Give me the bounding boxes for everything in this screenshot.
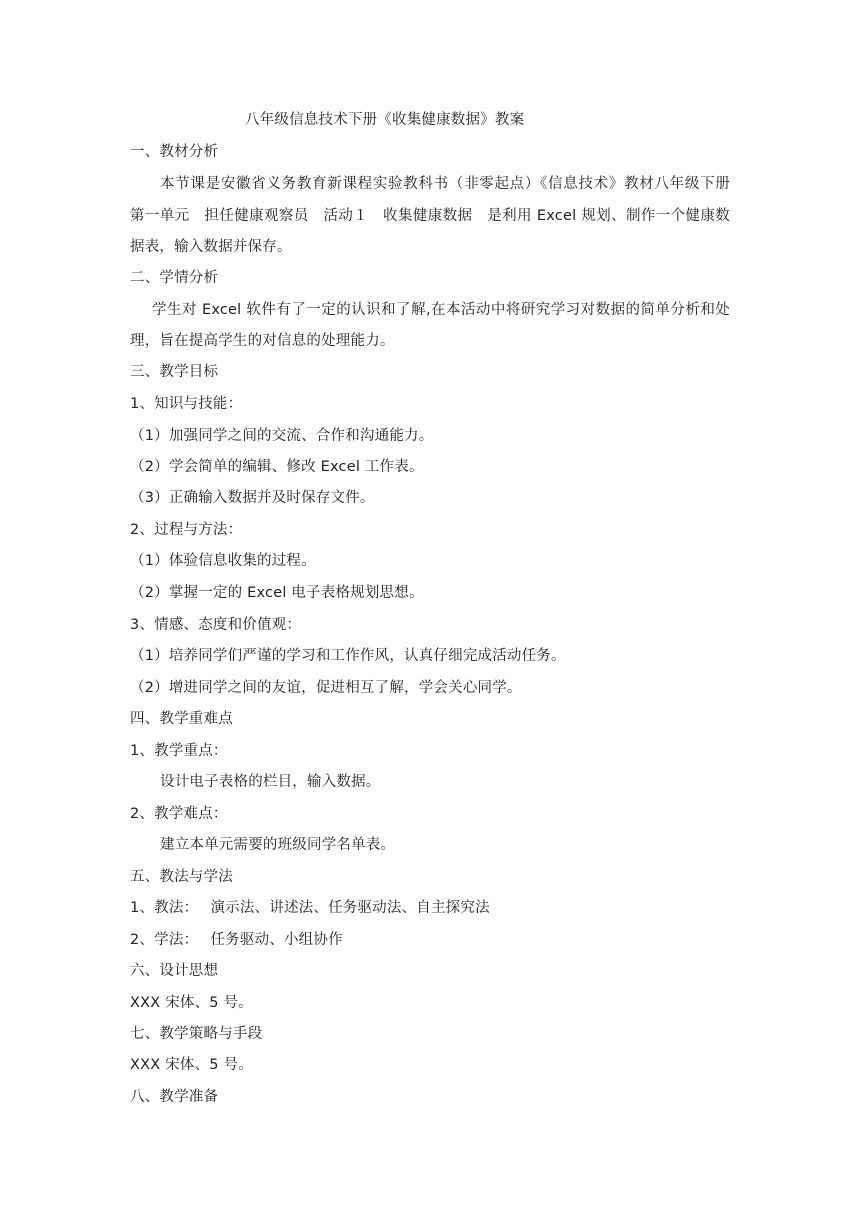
section-heading: 二、学情分析 — [130, 270, 219, 286]
paragraph-line: 1、教法： 演示法、讲述法、任务驱动法、自主探究法 — [130, 900, 490, 916]
list-item: （1）体验信息收集的过程。 — [130, 553, 316, 569]
list-item: （2）学会简单的编辑、修改 Excel 工作表。 — [130, 459, 424, 475]
paragraph-line: XXX 宋体、5 号。 — [130, 995, 253, 1011]
section-heading: 一、教材分析 — [130, 144, 219, 160]
paragraph-line: 理，旨在提高学生的对信息的处理能力。 — [130, 333, 395, 349]
subheading: 1、知识与技能： — [130, 396, 243, 412]
list-item: （3）正确输入数据并及时保存文件。 — [130, 490, 375, 506]
subheading: 2、教学难点： — [130, 806, 228, 822]
page-title: 八年级信息技术下册《收集健康数据》教案 — [245, 112, 525, 128]
paragraph-line: 本节课是安徽省义务教育新课程实验教科书（非零起点）《信息技术》教材八年级下册 — [160, 176, 730, 192]
subheading: 1、教学重点： — [130, 743, 228, 759]
section-heading: 八、教学准备 — [130, 1089, 219, 1105]
paragraph-line: XXX 宋体、5 号。 — [130, 1057, 253, 1073]
list-item: （1）加强同学之间的交流、合作和沟通能力。 — [130, 428, 434, 444]
section-heading: 五、教法与学法 — [130, 869, 233, 885]
section-heading: 六、设计思想 — [130, 963, 219, 979]
subheading: 2、过程与方法： — [130, 522, 243, 538]
subheading: 3、情感、态度和价值观： — [130, 617, 302, 633]
paragraph-line: 第一单元 担任健康观察员 活动１ 收集健康数据 是利用 Excel 规划、制作一个健康数 — [130, 208, 730, 224]
paragraph-line: 2、学法： 任务驱动、小组协作 — [130, 932, 343, 948]
paragraph-line: 学生对 Excel 软件有了一定的认识和了解,在本活动中将研究学习对数据的简单分析和处 — [152, 302, 730, 318]
paragraph-line: 建立本单元需要的班级同学名单表。 — [160, 837, 396, 853]
paragraph-line: 据表，输入数据并保存。 — [130, 239, 292, 255]
list-item: （2）增进同学之间的友谊，促进相互了解，学会关心同学。 — [130, 680, 522, 696]
section-heading: 四、教学重难点 — [130, 711, 233, 727]
list-item: （1）培养同学们严谨的学习和工作作风，认真仔细完成活动任务。 — [130, 648, 566, 664]
paragraph-line: 设计电子表格的栏目，输入数据。 — [160, 774, 381, 790]
section-heading: 三、教学目标 — [130, 364, 219, 380]
section-heading: 七、教学策略与手段 — [130, 1026, 263, 1042]
list-item: （2）掌握一定的 Excel 电子表格规划思想。 — [130, 585, 424, 601]
